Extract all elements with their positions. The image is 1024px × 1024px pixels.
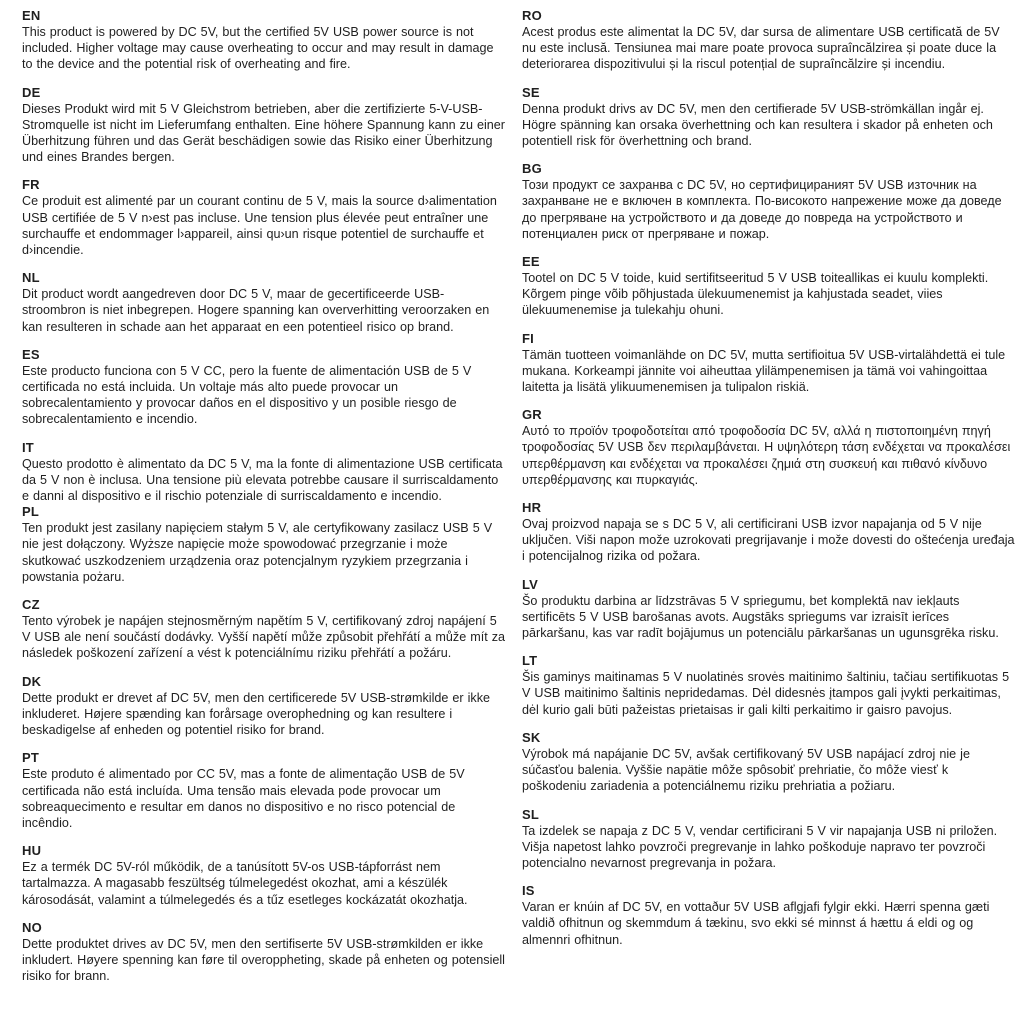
language-warning-text: Αυτό το προϊόν τροφοδοτείται από τροφοδοσία DC 5V, αλλά η πιστοποιημένη πηγή τροφοδοσίας 5V USB δεν περιλαμβάνεται. Η υψηλότερη τάση ενδέχεται να προκαλέσει υπερθέρμανση και ενδέχεται να προκαλέσει ζημιά στη συσκευή και πιθανό κίνδυνο υπερθέρμανσης και πυρκαγιάς. — [522, 424, 1011, 487]
language-code-heading: RO — [522, 8, 542, 23]
language-code-heading: BG — [522, 161, 542, 177]
language-warning-text: This product is powered by DC 5V, but the certified 5V USB power source is not included. Higher voltage may cause overheating to occur and may result in damage to the device and the potential risk of overheating and fire. — [22, 25, 494, 72]
language-warning-text: Ovaj proizvod napaja se s DC 5 V, ali certificirani USB izvor napajanja od 5 V nije uključen. Viši napon može uzrokovati pregrijavanje i može dovesti do oštećenja uređaja i potencijalnog rizika od požara. — [522, 517, 1015, 564]
language-section — [22, 750, 506, 831]
language-warning-text: Tootel on DC 5 V toide, kuid sertifitseeritud 5 V USB toiteallikas ei kuulu komplekti. Kõrgem pinge võib põhjustada ülekuumenemist ja kahjustada seadet, viies ülekuumenemise ja tulekahju ohuni. — [522, 271, 989, 318]
language-code-heading: SE — [522, 84, 540, 100]
language-code-heading: DE — [22, 84, 41, 100]
language-section — [22, 177, 506, 258]
document-column-right — [522, 8, 1016, 1024]
language-code-heading: SK — [522, 729, 541, 745]
language-section — [22, 8, 506, 73]
language-section — [22, 347, 506, 428]
language-warning-text: Dit product wordt aangedreven door DC 5 V, maar de gecertificeerde USB-stroombron is niet inbegrepen. Hogere spanning kan oververhitting veroorzaken en kan resulteren in schade aan het apparaat en een potentieel risico op brand. — [22, 287, 490, 334]
language-section — [522, 8, 1016, 73]
language-warning-text: Ten produkt jest zasilany napięciem stałym 5 V, ale certyfikowany zasilacz USB 5 V nie jest dołączony. Wyższe napięcie może spowodować przegrzanie i może skutkować uszkodzeniem urządzenia oraz potencjalnym ryzykiem przegrzania i powstania pożaru. — [22, 521, 493, 584]
language-section — [522, 883, 1016, 948]
language-warning-text: Šo produktu darbina ar līdzstrāvas 5 V spriegumu, bet komplektā nav iekļauts sertificēts 5 V USB barošanas avots. Augstāks spriegums var izraisīt ierīces pārkaršanu, kas var radīt bojājumus un potenciālu pārkaršanas un ugunsgrēka risku. — [522, 593, 999, 641]
language-code-heading: NL — [22, 270, 40, 286]
language-section — [22, 440, 506, 505]
language-warning-text: Varan er knúin af DC 5V, en vottaður 5V USB aflgjafi fylgir ekki. Hærri spenna gæti valdið ofhitnun og skemmdum á tækinu, svo ekki sé minnst á hættu á eldi og og almennri ofhitnun. — [522, 900, 990, 947]
language-code-heading: EE — [522, 254, 540, 270]
language-code-heading: PL — [22, 504, 40, 520]
language-warning-text: Este producto funciona con 5 V CC, pero la fuente de alimentación USB de 5 V certificada no está incluida. Un voltaje más alto puede provocar un sobrecalentamiento y provocar daños en el dispositivo y un posible riesgo de sobrecalentamiento e incendio. — [22, 363, 472, 427]
language-section — [22, 85, 506, 166]
language-section — [522, 161, 1016, 242]
language-warning-text: Dette produktet drives av DC 5V, men den sertifiserte 5V USB-strømkilden er ikke inkludert. Høyere spenning kan føre til overoppheting, skade på enheten og potensiell risiko for brann. — [22, 936, 505, 984]
language-warning-text: Questo prodotto è alimentato da DC 5 V, ma la fonte di alimentazione USB certificata da 5 V non è inclusa. Una tensione più elevata potrebbe causare il surriscaldamento e danni al dispositivo e il rischio potenziale di surriscaldamento e incendio. — [22, 456, 503, 504]
language-warning-text: Ez a termék DC 5V-ról működik, de a tanúsított 5V-os USB-tápforrást nem tartalmazza. A magasabb feszültség túlmelegedést okozhat, ami a készülék károsodását, valamint a túlmelegedés és a tűz esetleges kockázatát okozhatja. — [22, 860, 468, 907]
language-section — [22, 270, 506, 335]
language-warning-text: Този продукт се захранва с DC 5V, но сертифицираният 5V USB източник на захранване не е включен в комплекта. По-високото напрежение може да доведе до прегряване на устройството и да доведе до повреда на устройството и потенциален риск от прегряване и пожар. — [522, 178, 1002, 241]
language-code-heading: ES — [22, 346, 40, 362]
language-code-heading: IT — [22, 439, 34, 455]
language-section — [522, 407, 1016, 488]
language-code-heading: LV — [522, 576, 539, 592]
language-code-heading: HR — [522, 500, 542, 516]
language-section — [522, 807, 1016, 872]
language-code-heading: EN — [22, 8, 41, 23]
language-warning-text: Tämän tuotteen voimanlähde on DC 5V, mutta sertifioitua 5V USB-virtalähdettä ei tule mukana. Korkeampi jännite voi aiheuttaa ylilämpenemisen ja tämä voi vahingoittaa laitetta ja lisätä ylikuumenemisen ja tulipalon riskiä. — [522, 347, 1006, 395]
language-section — [22, 920, 506, 985]
language-warning-text: Šis gaminys maitinamas 5 V nuolatinės srovės maitinimo šaltiniu, tačiau sertifikuotas 5 V USB maitinimo šaltinis nepridedamas. Dėl didesnės įtampos gali įvykti perkaitimas, dėl kurio gali būti pažeistas prietaisas ir gali kilti perkaitimo ir gaisro pavojus. — [522, 670, 1010, 717]
language-code-heading: NO — [22, 919, 42, 935]
language-code-heading: FR — [22, 177, 40, 193]
language-code-heading: CZ — [22, 597, 40, 613]
language-code-heading: FI — [522, 330, 534, 346]
language-code-heading: LT — [522, 653, 538, 669]
language-section — [22, 843, 506, 908]
language-section — [522, 577, 1016, 642]
language-warning-text: Denna produkt drivs av DC 5V, men den certifierade 5V USB-strömkällan ingår ej. Högre spänning kan orsaka överhettning och kan resultera i skador på enheten och potentiell risk för överhettning och brand. — [522, 101, 993, 149]
language-warning-text: Výrobok má napájanie DC 5V, avšak certifikovaný 5V USB napájací zdroj nie je súčasťou balenia. Vyššie napätie môže spôsobiť prehriatie, čo môže viesť k poškodeniu zariadenia a potenciálnemu riziku prehriatia a požiaru. — [522, 746, 970, 794]
language-section — [22, 504, 506, 585]
language-section — [522, 500, 1016, 565]
document-column-left — [22, 8, 506, 1024]
language-warning-text: Dette produkt er drevet af DC 5V, men den certificerede 5V USB-strømkilde er ikke inkluderet. Højere spænding kan forårsage overophedning og kan resultere i beskadigelse af enheden og potentiel risiko for brand. — [22, 690, 490, 738]
language-section — [522, 85, 1016, 150]
language-warning-text: Tento výrobek je napájen stejnosměrným napětím 5 V, certifikovaný zdroj napájení 5 V USB ale není součástí dodávky. Vyšší napětí může způsobit přehřátí a může mít za následek poškození zařízení a vést k potenciálnímu riziku přehřátí a požáru. — [22, 614, 505, 661]
language-section — [522, 254, 1016, 319]
language-warning-text: Este produto é alimentado por CC 5V, mas a fonte de alimentação USB de 5V certificada não está incluída. Uma tensão mais elevada pode provocar um sobreaquecimento e resultar em danos no dispositivo e no risco potencial de incêndio. — [22, 767, 465, 830]
language-section — [522, 730, 1016, 795]
language-warning-text: Ta izdelek se napaja z DC 5 V, vendar certificirani 5 V vir napajanja USB ni priložen. Višja napetost lahko povzroči pregrevanje in lahko poškoduje napravo ter povzroči potencialno nevarnost pregrevanja in požara. — [522, 823, 998, 870]
language-section — [22, 674, 506, 739]
language-section — [22, 597, 506, 662]
language-code-heading: HU — [22, 843, 42, 859]
language-code-heading: SL — [522, 806, 540, 822]
language-warning-text: Ce produit est alimenté par un courant continu de 5 V, mais la source d›alimentation USB certifiée de 5 V n›est pas incluse. Une tension plus élevée peut entraîner une surchauffe et endommager l›appareil, ainsi qu›un risque potentiel de surchauffe et d›incendie. — [22, 194, 497, 258]
language-code-heading: IS — [522, 883, 535, 899]
language-code-heading: GR — [522, 407, 542, 423]
language-code-heading: PT — [22, 750, 40, 766]
language-section — [522, 331, 1016, 396]
language-warning-text: Dieses Produkt wird mit 5 V Gleichstrom betrieben, aber die zertifizierte 5-V-USB-Stromquelle ist nicht im Lieferumfang enthalten. Eine höhere Spannung kann zu einer Überhitzung führen und das Gerät beschädigen sowie das Risiko einer Überhitzung und eines Brandes bergen. — [22, 101, 505, 165]
language-warning-text: Acest produs este alimentat la DC 5V, dar sursa de alimentare USB certificată de 5V nu este inclusă. Tensiunea mai mare poate provoca supraîncălzirea și poate duce la deteriorarea dispozitivului și la riscul potențial de supraîncălzire și incendiu. — [522, 25, 1000, 72]
language-code-heading: DK — [22, 673, 42, 689]
language-section — [522, 653, 1016, 718]
